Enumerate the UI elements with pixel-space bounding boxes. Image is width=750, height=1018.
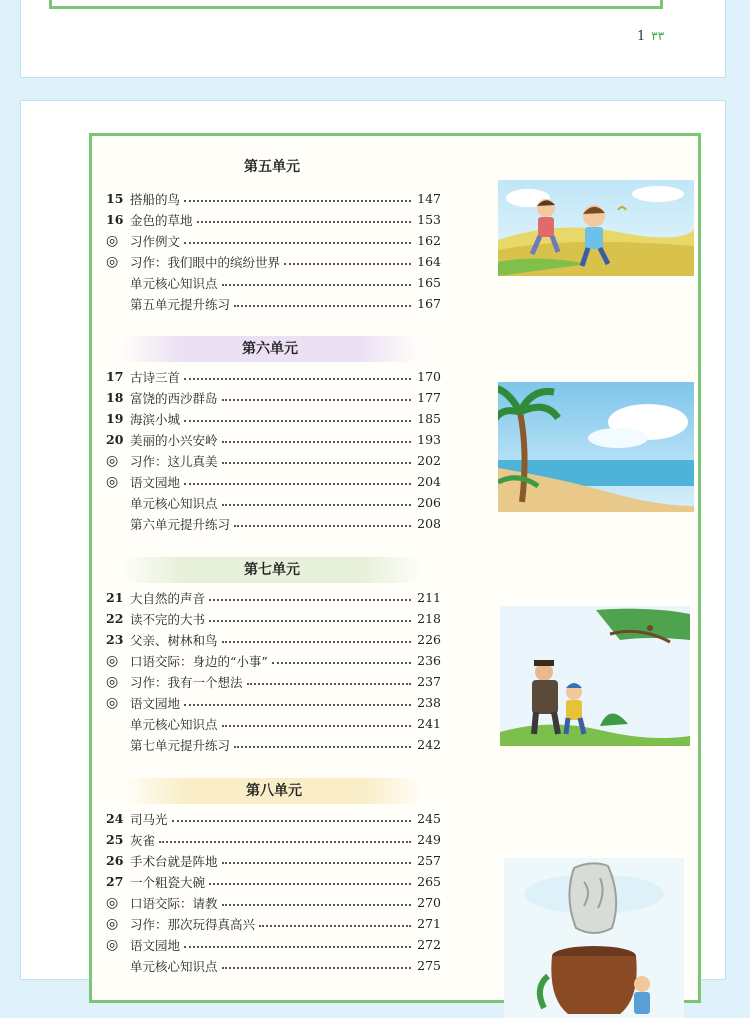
dot-leader [222, 959, 411, 969]
toc-entry-page: 147 [417, 191, 441, 206]
toc-entry-title: 大自然的声音 [130, 590, 206, 606]
toc-entry-number: ◎ [106, 473, 119, 490]
toc-entry-number: 24 [106, 811, 124, 826]
toc-entry [106, 608, 441, 629]
dot-leader [222, 454, 411, 464]
toc-entry-number: ◎ [106, 694, 119, 711]
dot-leader [184, 938, 411, 948]
toc-entry-number: 23 [106, 632, 124, 647]
toc-entry-title: 口语交际：身边的“小事” [130, 653, 268, 669]
toc-entry-page: 218 [417, 611, 441, 626]
contents-frame [89, 133, 701, 1003]
toc-entry [106, 251, 441, 272]
toc-entry [106, 471, 441, 492]
toc-entry-page: 249 [417, 832, 441, 847]
toc-entry [106, 366, 441, 387]
toc-entry [106, 734, 441, 755]
unit-8-title: 第八单元 [124, 778, 424, 804]
dot-leader [184, 475, 411, 485]
toc-entry-page: 211 [417, 590, 441, 605]
toc-entry-page: 164 [417, 254, 441, 269]
toc-entry [106, 829, 441, 850]
toc-entry [106, 209, 441, 230]
toc-entry-page: 241 [417, 716, 441, 731]
dot-leader [184, 412, 411, 422]
page-mark: ٣٣ [651, 29, 665, 43]
toc-entry-number: 20 [106, 432, 124, 447]
toc-entry-title: 习作：那次玩得真高兴 [130, 916, 256, 932]
father-son-illustration [500, 606, 690, 746]
toc-entry [106, 713, 441, 734]
toc-entry-page: 202 [417, 453, 441, 468]
toc-entry-title: 语文园地 [130, 474, 181, 490]
toc-entry-title: 读不完的大书 [130, 611, 206, 627]
toc-entry-title: 习作：我有一个想法 [130, 674, 243, 690]
toc-entry-title: 海滨小城 [130, 411, 181, 427]
dot-leader [184, 234, 411, 244]
toc-entry-title: 手术台就是阵地 [130, 853, 218, 869]
dot-leader [184, 696, 411, 706]
toc-entry [106, 429, 441, 450]
unit-6-title: 第六单元 [120, 336, 420, 362]
dot-leader [222, 717, 411, 727]
toc-entry-page: 271 [417, 916, 441, 931]
toc-entry-number: ◎ [106, 232, 119, 249]
dot-leader [209, 875, 411, 885]
toc-entry-page: 165 [417, 275, 441, 290]
toc-entry-title: 单元核心知识点 [130, 275, 218, 291]
toc-entry-number: ◎ [106, 253, 119, 270]
seaside-palm-illustration [498, 382, 694, 512]
dot-leader [222, 433, 411, 443]
toc-entry [106, 450, 441, 471]
toc-entry-page: 167 [417, 296, 441, 311]
toc-entry-page: 275 [417, 958, 441, 973]
toc-entry-title: 语文园地 [130, 695, 181, 711]
toc-entry [106, 671, 441, 692]
toc-entry-title: 司马光 [130, 811, 168, 827]
dot-leader [234, 738, 411, 748]
toc-entry-page: 245 [417, 811, 441, 826]
dot-leader [222, 276, 411, 286]
toc-entry-number: 22 [106, 611, 124, 626]
toc-entry-page: 193 [417, 432, 441, 447]
toc-entry-page: 226 [417, 632, 441, 647]
toc-entry-number: ◎ [106, 915, 119, 932]
toc-entry [106, 650, 441, 671]
toc-entry [106, 492, 441, 513]
toc-entry-number: ◎ [106, 894, 119, 911]
toc-entry-number: 27 [106, 874, 124, 889]
dot-leader [209, 612, 411, 622]
toc-entry-number: 21 [106, 590, 124, 605]
toc-entry-title: 语文园地 [130, 937, 181, 953]
dot-leader [272, 654, 411, 664]
toc-entry [106, 629, 441, 650]
toc-entry-page: 236 [417, 653, 441, 668]
toc-entry-page: 257 [417, 853, 441, 868]
toc-entry-page: 204 [417, 474, 441, 489]
toc-entry-page: 242 [417, 737, 441, 752]
toc-entry-number: 17 [106, 369, 124, 384]
toc-entry [106, 850, 441, 871]
toc-entry-title: 第六单元提升练习 [130, 516, 231, 532]
toc-entry-page: 162 [417, 233, 441, 248]
toc-entry [106, 934, 441, 955]
toc-entry-page: 208 [417, 516, 441, 531]
toc-entry-number: ◎ [106, 452, 119, 469]
toc-entry-title: 一个粗瓷大碗 [130, 874, 206, 890]
unit-5-title: 第五单元 [244, 159, 300, 175]
toc-entry-page: 238 [417, 695, 441, 710]
toc-entry-page: 206 [417, 495, 441, 510]
toc-entry-title: 单元核心知识点 [130, 958, 218, 974]
previous-page-frame [49, 0, 663, 9]
toc-entry-page: 177 [417, 390, 441, 405]
toc-entry-title: 搭船的鸟 [130, 191, 181, 207]
toc-entry-title: 单元核心知识点 [130, 495, 218, 511]
toc-entry-title: 第七单元提升练习 [130, 737, 231, 753]
dot-leader [222, 391, 411, 401]
toc-entry-number: ◎ [106, 652, 119, 669]
toc-entry-number: 18 [106, 390, 124, 405]
toc-entry [106, 230, 441, 251]
dot-leader [234, 297, 411, 307]
dot-leader [184, 370, 411, 380]
toc-entry-page: 170 [417, 369, 441, 384]
toc-entry-title: 习作：这儿真美 [130, 453, 218, 469]
toc-entry-number: ◎ [106, 673, 119, 690]
toc-entry-number: 26 [106, 853, 124, 868]
toc-entry-title: 古诗三首 [130, 369, 181, 385]
toc-entry [106, 692, 441, 713]
toc-entry [106, 892, 441, 913]
dot-leader [222, 496, 411, 506]
dot-leader [197, 213, 411, 223]
toc-entry [106, 513, 441, 534]
toc-entry-number: 25 [106, 832, 124, 847]
toc-entry-title: 口语交际：请教 [130, 895, 218, 911]
toc-entry [106, 587, 441, 608]
toc-entry-title: 习作：我们眼中的缤纷世界 [130, 254, 281, 270]
dot-leader [172, 812, 411, 822]
toc-entry-page: 265 [417, 874, 441, 889]
toc-entry [106, 913, 441, 934]
toc-entry [106, 955, 441, 976]
toc-entry [106, 808, 441, 829]
toc-entry [106, 387, 441, 408]
toc-entry-page: 185 [417, 411, 441, 426]
toc-entry-title: 富饶的西沙群岛 [130, 390, 218, 406]
dot-leader [234, 517, 411, 527]
toc-entry-title: 金色的草地 [130, 212, 193, 228]
toc-entry [106, 871, 441, 892]
page-number: 1 ٣٣ [637, 29, 665, 44]
toc-entry-number: 16 [106, 212, 124, 227]
toc-entry [106, 272, 441, 293]
stone-vat-illustration [504, 858, 684, 1018]
dot-leader [259, 917, 411, 927]
toc-entry-page: 272 [417, 937, 441, 952]
toc-entry-title: 父亲、树林和鸟 [130, 632, 218, 648]
toc-entry-number: 15 [106, 191, 124, 206]
toc-entry-title: 习作例文 [130, 233, 181, 249]
toc-entry [106, 188, 441, 209]
toc-entry-title: 灰雀 [130, 832, 156, 848]
toc-entry-page: 153 [417, 212, 441, 227]
kids-playing-illustration [498, 180, 694, 276]
dot-leader [222, 854, 411, 864]
dot-leader [284, 255, 411, 265]
toc-entry [106, 293, 441, 314]
toc-entry [106, 408, 441, 429]
toc-entry-page: 237 [417, 674, 441, 689]
contents-page-card [20, 100, 726, 980]
toc-entry-number: ◎ [106, 936, 119, 953]
toc-entry-number: 19 [106, 411, 124, 426]
dot-leader [159, 833, 411, 843]
toc-entry-title: 第五单元提升练习 [130, 296, 231, 312]
previous-page-card [20, 0, 726, 78]
dot-leader [209, 591, 411, 601]
dot-leader [247, 675, 411, 685]
toc-entry-page: 270 [417, 895, 441, 910]
dot-leader [222, 896, 411, 906]
toc-entry-title: 单元核心知识点 [130, 716, 218, 732]
toc-entry-title: 美丽的小兴安岭 [130, 432, 218, 448]
dot-leader [184, 192, 411, 202]
dot-leader [222, 633, 411, 643]
unit-7-title: 第七单元 [122, 557, 422, 583]
